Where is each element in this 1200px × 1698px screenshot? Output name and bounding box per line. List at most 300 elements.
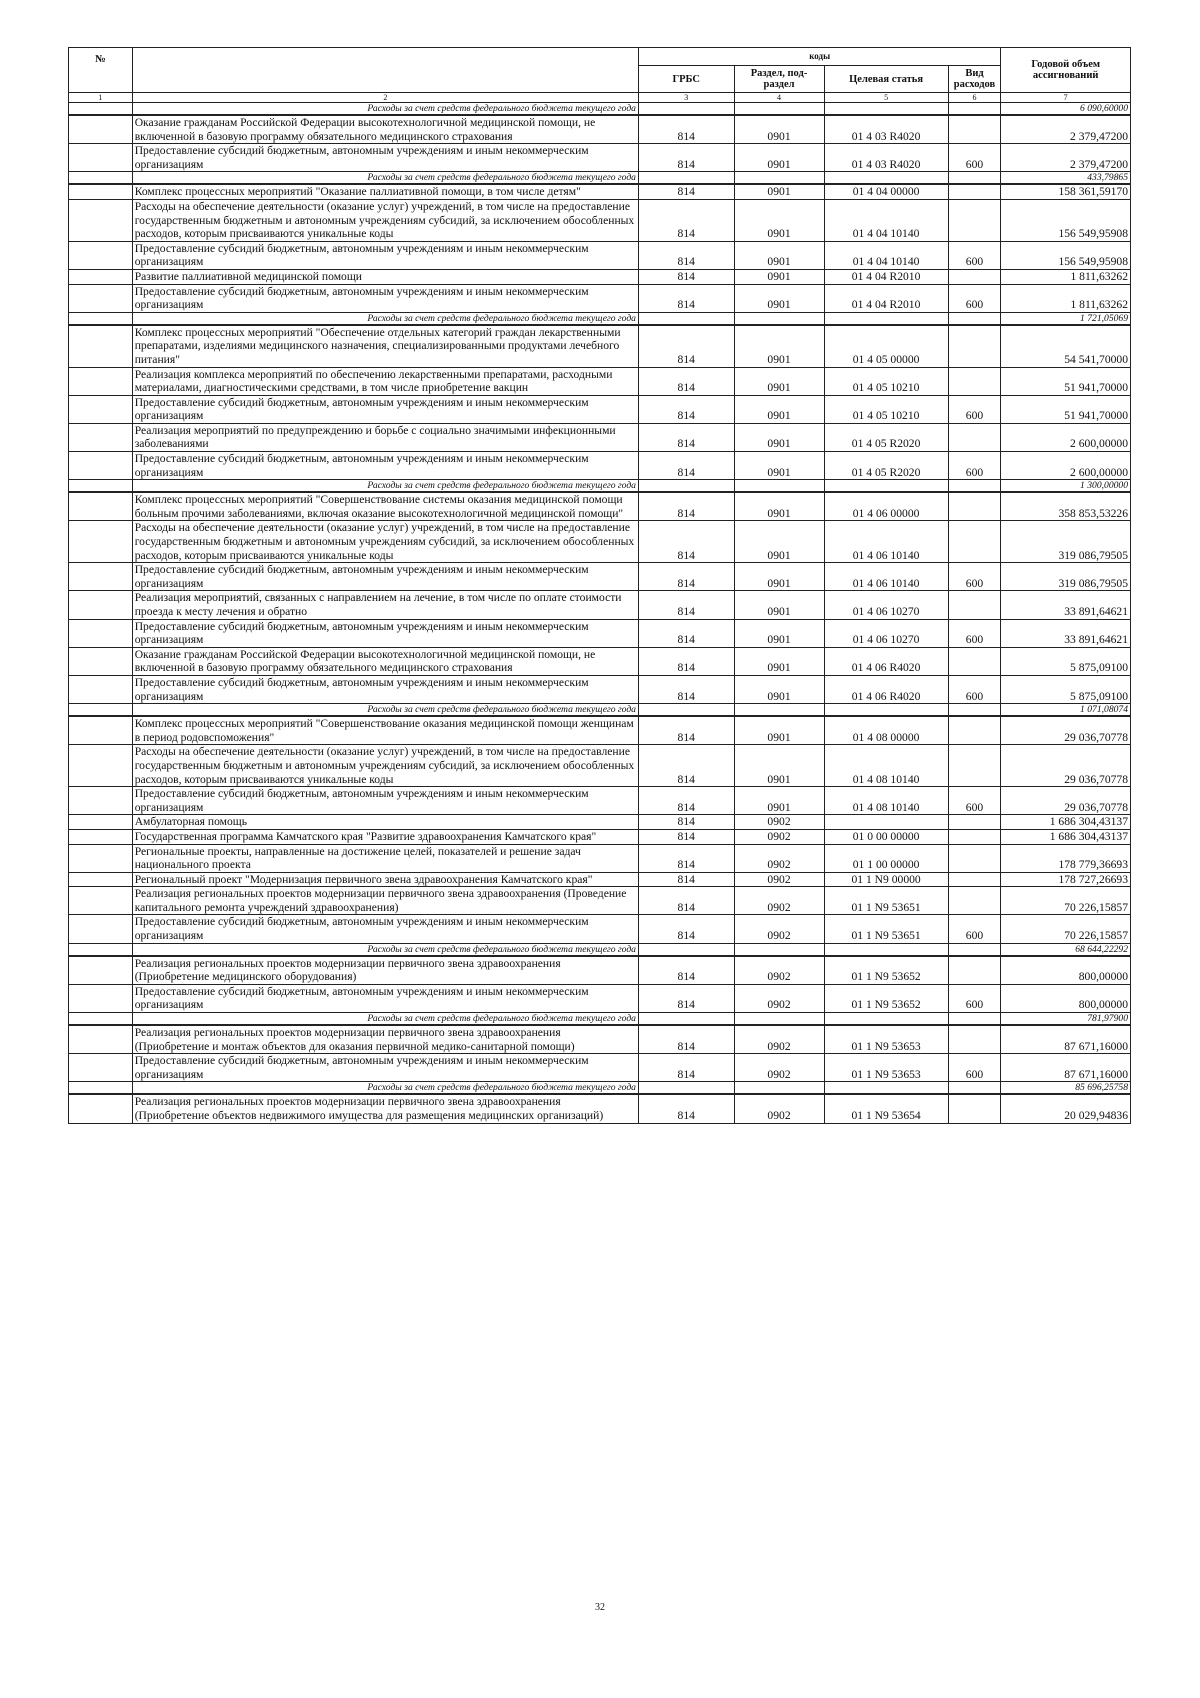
grbs-cell	[638, 172, 734, 185]
num-cell	[69, 452, 133, 480]
num-cell	[69, 395, 133, 423]
allocation-sum: 29 036,70778	[1001, 716, 1131, 745]
razdel-cell	[734, 480, 824, 493]
item-name: Предоставление субсидий бюджетным, автономным учреждениям и иным некоммерческим организациям	[132, 452, 638, 480]
tselevaya-code: 01 4 06 10140	[824, 521, 948, 563]
razdel-code: 0902	[734, 815, 824, 830]
item-name: Расходы на обеспечение деятельности (оказание услуг) учреждений, в том числе на предоставление государственным бюджетным и автономным учреждениям субсидий, за исключением обособленных расходов, которым присваиваются уникальные коды	[132, 521, 638, 563]
allocation-sum: 358 853,53226	[1001, 492, 1131, 521]
grbs-cell	[638, 943, 734, 956]
allocation-sum: 33 891,64621	[1001, 619, 1131, 647]
razdel-code: 0901	[734, 184, 824, 199]
grbs-code: 814	[638, 887, 734, 915]
item-name: Предоставление субсидий бюджетным, автономным учреждениям и иным некоммерческим организациям	[132, 241, 638, 269]
allocation-sum: 1 686 304,43137	[1001, 815, 1131, 830]
header-volume: Годовой объем ассигнований	[1001, 48, 1131, 93]
num-cell	[69, 745, 133, 787]
grbs-cell	[638, 704, 734, 717]
federal-value: 1 721,05069	[1001, 312, 1131, 325]
allocation-sum: 156 549,95908	[1001, 199, 1131, 241]
grbs-code: 814	[638, 563, 734, 591]
table-row	[69, 452, 1131, 480]
tselevaya-code: 01 4 03 R4020	[824, 144, 948, 172]
num-cell	[69, 1082, 133, 1095]
num-cell	[69, 956, 133, 985]
allocation-sum: 178 727,26693	[1001, 872, 1131, 887]
vid-code: 600	[948, 1054, 1001, 1082]
vid-cell	[948, 480, 1001, 493]
razdel-code: 0901	[734, 619, 824, 647]
num-cell	[69, 787, 133, 815]
vid-code	[948, 956, 1001, 985]
allocation-sum: 2 379,47200	[1001, 115, 1131, 144]
allocation-sum: 800,00000	[1001, 984, 1131, 1012]
header-index: 1	[69, 93, 133, 103]
vid-cell	[948, 1082, 1001, 1095]
razdel-cell	[734, 704, 824, 717]
razdel-code: 0901	[734, 423, 824, 451]
razdel-code: 0901	[734, 367, 824, 395]
grbs-code: 814	[638, 1025, 734, 1054]
allocation-sum: 29 036,70778	[1001, 745, 1131, 787]
item-name: Региональный проект "Модернизация первичного звена здравоохранения Камчатского края"	[132, 872, 638, 887]
table-row	[69, 325, 1131, 367]
grbs-code: 814	[638, 269, 734, 284]
table-row	[69, 787, 1131, 815]
num-cell	[69, 704, 133, 717]
grbs-code: 814	[638, 395, 734, 423]
tselevaya-code: 01 1 N9 53651	[824, 915, 948, 943]
razdel-code: 0902	[734, 956, 824, 985]
federal-label: Расходы за счет средств федерального бюджета текущего года	[132, 1013, 638, 1026]
num-cell	[69, 423, 133, 451]
vid-code	[948, 115, 1001, 144]
table-header	[69, 48, 1131, 103]
num-cell	[69, 241, 133, 269]
item-name: Предоставление субсидий бюджетным, автономным учреждениям и иным некоммерческим организациям	[132, 915, 638, 943]
grbs-code: 814	[638, 492, 734, 521]
razdel-code: 0901	[734, 492, 824, 521]
razdel-cell	[734, 312, 824, 325]
grbs-code: 814	[638, 241, 734, 269]
tselevaya-code: 01 4 06 R4020	[824, 675, 948, 703]
num-cell	[69, 872, 133, 887]
vid-code	[948, 1025, 1001, 1054]
table-row	[69, 563, 1131, 591]
razdel-code: 0901	[734, 563, 824, 591]
vid-code: 600	[948, 915, 1001, 943]
table-row	[69, 956, 1131, 985]
razdel-code: 0902	[734, 887, 824, 915]
vid-code	[948, 844, 1001, 872]
header-num: №	[69, 48, 133, 93]
item-name: Предоставление субсидий бюджетным, автономным учреждениям и иным некоммерческим организациям	[132, 144, 638, 172]
header-razdel: Раздел, под-раздел	[734, 66, 824, 93]
vid-cell	[948, 103, 1001, 116]
table-row	[69, 199, 1131, 241]
federal-label: Расходы за счет средств федерального бюджета текущего года	[132, 103, 638, 116]
item-name: Реализация региональных проектов модернизации первичного звена здравоохранения (Проведение капитального ремонта учреждений здравоохранения)	[132, 887, 638, 915]
grbs-code: 814	[638, 452, 734, 480]
razdel-code: 0901	[734, 591, 824, 619]
grbs-cell	[638, 480, 734, 493]
federal-budget-row	[69, 312, 1131, 325]
vid-code	[948, 745, 1001, 787]
num-cell	[69, 1025, 133, 1054]
federal-value: 781,97900	[1001, 1013, 1131, 1026]
header-grbs: ГРБС	[638, 66, 734, 93]
federal-value: 6 090,60000	[1001, 103, 1131, 116]
item-name: Реализация региональных проектов модернизации первичного звена здравоохранения (Приобретение и монтаж объектов для оказания первичной медико-санитарной помощи)	[132, 1025, 638, 1054]
federal-label: Расходы за счет средств федерального бюджета текущего года	[132, 704, 638, 717]
vid-code	[948, 325, 1001, 367]
tselevaya-code: 01 4 06 00000	[824, 492, 948, 521]
allocation-sum: 70 226,15857	[1001, 887, 1131, 915]
allocation-sum: 5 875,09100	[1001, 647, 1131, 675]
tselevaya-code: 01 4 08 00000	[824, 716, 948, 745]
vid-cell	[948, 172, 1001, 185]
item-name: Государственная программа Камчатского края "Развитие здравоохранения Камчатского края"	[132, 829, 638, 844]
num-cell	[69, 815, 133, 830]
item-name: Предоставление субсидий бюджетным, автономным учреждениям и иным некоммерческим организациям	[132, 984, 638, 1012]
num-cell	[69, 1013, 133, 1026]
grbs-code: 814	[638, 423, 734, 451]
tselevaya-code: 01 1 N9 53652	[824, 956, 948, 985]
tselevaya-code: 01 4 05 10210	[824, 367, 948, 395]
header-index: 2	[132, 93, 638, 103]
razdel-code: 0901	[734, 452, 824, 480]
federal-value: 1 071,08074	[1001, 704, 1131, 717]
federal-budget-row	[69, 943, 1131, 956]
tselevaya-code: 01 4 06 10140	[824, 563, 948, 591]
federal-budget-row	[69, 1082, 1131, 1095]
budget-table	[68, 47, 1131, 1124]
item-name: Предоставление субсидий бюджетным, автономным учреждениям и иным некоммерческим организациям	[132, 787, 638, 815]
header-index: 5	[824, 93, 948, 103]
vid-code: 600	[948, 284, 1001, 312]
num-cell	[69, 367, 133, 395]
grbs-code: 814	[638, 915, 734, 943]
header-vid: Вид расходов	[948, 66, 1001, 93]
vid-code	[948, 647, 1001, 675]
num-cell	[69, 115, 133, 144]
table-row	[69, 521, 1131, 563]
tselevaya-code	[824, 815, 948, 830]
vid-cell	[948, 943, 1001, 956]
table-row	[69, 144, 1131, 172]
grbs-cell	[638, 1013, 734, 1026]
vid-code	[948, 367, 1001, 395]
item-name: Расходы на обеспечение деятельности (оказание услуг) учреждений, в том числе на предоставление государственным бюджетным и автономным учреждениям субсидий, за исключением обособленных расходов, которым присваиваются уникальные коды	[132, 199, 638, 241]
vid-code	[948, 269, 1001, 284]
num-cell	[69, 325, 133, 367]
razdel-code: 0902	[734, 1094, 824, 1123]
tselevaya-code: 01 1 N9 00000	[824, 872, 948, 887]
razdel-code: 0901	[734, 199, 824, 241]
item-name: Оказание гражданам Российской Федерации высокотехнологичной медицинской помощи, не включенной в базовую программу обязательного медицинского страхования	[132, 115, 638, 144]
header-index: 6	[948, 93, 1001, 103]
grbs-code: 814	[638, 284, 734, 312]
num-cell	[69, 492, 133, 521]
razdel-code: 0901	[734, 241, 824, 269]
table-row	[69, 184, 1131, 199]
vid-code: 600	[948, 984, 1001, 1012]
tselevaya-cell	[824, 312, 948, 325]
table-row	[69, 829, 1131, 844]
federal-budget-row	[69, 103, 1131, 116]
allocation-sum: 2 600,00000	[1001, 452, 1131, 480]
razdel-code: 0901	[734, 144, 824, 172]
grbs-code: 814	[638, 367, 734, 395]
razdel-cell	[734, 1013, 824, 1026]
table-row	[69, 241, 1131, 269]
item-name: Комплекс процессных мероприятий "Совершенствование оказания медицинской помощи женщинам в период родовспоможения"	[132, 716, 638, 745]
allocation-sum: 20 029,94836	[1001, 1094, 1131, 1123]
tselevaya-code: 01 4 08 10140	[824, 787, 948, 815]
razdel-code: 0902	[734, 844, 824, 872]
num-cell	[69, 269, 133, 284]
num-cell	[69, 1054, 133, 1082]
grbs-code: 814	[638, 619, 734, 647]
tselevaya-code: 01 4 04 00000	[824, 184, 948, 199]
item-name: Реализация региональных проектов модернизации первичного звена здравоохранения (Приобретение объектов недвижимого имущества для размещения медицинских организаций)	[132, 1094, 638, 1123]
header-name	[132, 48, 638, 93]
item-name: Предоставление субсидий бюджетным, автономным учреждениям и иным некоммерческим организациям	[132, 563, 638, 591]
tselevaya-code: 01 1 N9 53651	[824, 887, 948, 915]
razdel-code: 0901	[734, 325, 824, 367]
grbs-code: 814	[638, 199, 734, 241]
table-row	[69, 423, 1131, 451]
razdel-code: 0902	[734, 915, 824, 943]
item-name: Развитие паллиативной медицинской помощи	[132, 269, 638, 284]
num-cell	[69, 103, 133, 116]
tselevaya-code: 01 4 04 10140	[824, 241, 948, 269]
num-cell	[69, 184, 133, 199]
table-row	[69, 745, 1131, 787]
razdel-code: 0902	[734, 829, 824, 844]
tselevaya-code: 01 4 06 R4020	[824, 647, 948, 675]
razdel-code: 0902	[734, 1054, 824, 1082]
item-name: Предоставление субсидий бюджетным, автономным учреждениям и иным некоммерческим организациям	[132, 675, 638, 703]
grbs-code: 814	[638, 115, 734, 144]
vid-code: 600	[948, 675, 1001, 703]
allocation-sum: 70 226,15857	[1001, 915, 1131, 943]
num-cell	[69, 943, 133, 956]
item-name: Предоставление субсидий бюджетным, автономным учреждениям и иным некоммерческим организациям	[132, 284, 638, 312]
razdel-code: 0901	[734, 647, 824, 675]
federal-value: 433,79865	[1001, 172, 1131, 185]
vid-code	[948, 829, 1001, 844]
table-row	[69, 492, 1131, 521]
table-row	[69, 844, 1131, 872]
item-name: Предоставление субсидий бюджетным, автономным учреждениям и иным некоммерческим организациям	[132, 1054, 638, 1082]
grbs-code: 814	[638, 591, 734, 619]
item-name: Реализация региональных проектов модернизации первичного звена здравоохранения (Приобретение медицинского оборудования)	[132, 956, 638, 985]
allocation-sum: 51 941,70000	[1001, 367, 1131, 395]
num-cell	[69, 716, 133, 745]
grbs-code: 814	[638, 647, 734, 675]
federal-label: Расходы за счет средств федерального бюджета текущего года	[132, 312, 638, 325]
num-cell	[69, 312, 133, 325]
num-cell	[69, 284, 133, 312]
grbs-code: 814	[638, 1094, 734, 1123]
tselevaya-cell	[824, 480, 948, 493]
item-name: Реализация мероприятий, связанных с направлением на лечение, в том числе по оплате стоимости проезда к месту лечения и обратно	[132, 591, 638, 619]
allocation-sum: 29 036,70778	[1001, 787, 1131, 815]
table-row	[69, 284, 1131, 312]
vid-code	[948, 492, 1001, 521]
header-index: 4	[734, 93, 824, 103]
tselevaya-code: 01 4 04 10140	[824, 199, 948, 241]
vid-code	[948, 872, 1001, 887]
vid-code: 600	[948, 144, 1001, 172]
tselevaya-code: 01 0 00 00000	[824, 829, 948, 844]
item-name: Комплекс процессных мероприятий "Совершенствование системы оказания медицинской помощи больным прочими заболеваниями, включая оказание высокотехнологичной медицинской помощи"	[132, 492, 638, 521]
vid-code	[948, 521, 1001, 563]
table-row	[69, 915, 1131, 943]
item-name: Предоставление субсидий бюджетным, автономным учреждениям и иным некоммерческим организациям	[132, 619, 638, 647]
allocation-sum: 2 600,00000	[1001, 423, 1131, 451]
grbs-cell	[638, 312, 734, 325]
tselevaya-code: 01 4 04 R2010	[824, 284, 948, 312]
tselevaya-code: 01 4 03 R4020	[824, 115, 948, 144]
razdel-code: 0902	[734, 872, 824, 887]
grbs-code: 814	[638, 144, 734, 172]
table-row	[69, 269, 1131, 284]
federal-budget-row	[69, 172, 1131, 185]
item-name: Региональные проекты, направленные на достижение целей, показателей и решение задач национального проекта	[132, 844, 638, 872]
razdel-code: 0901	[734, 675, 824, 703]
tselevaya-code: 01 4 05 R2020	[824, 423, 948, 451]
item-name: Комплекс процессных мероприятий "Обеспечение отдельных категорий граждан лекарственными препаратами, изделиями медицинского назначения, специализированными продуктами лечебного питания"	[132, 325, 638, 367]
tselevaya-cell	[824, 103, 948, 116]
num-cell	[69, 675, 133, 703]
item-name: Реализация мероприятий по предупреждению и борьбе с социально значимыми инфекционными заболеваниями	[132, 423, 638, 451]
grbs-code: 814	[638, 787, 734, 815]
table-body	[69, 103, 1131, 1124]
federal-value: 68 644,22292	[1001, 943, 1131, 956]
allocation-sum: 1 811,63262	[1001, 269, 1131, 284]
razdel-cell	[734, 1082, 824, 1095]
tselevaya-code: 01 4 05 00000	[824, 325, 948, 367]
num-cell	[69, 144, 133, 172]
vid-cell	[948, 312, 1001, 325]
vid-code: 600	[948, 395, 1001, 423]
table-row	[69, 115, 1131, 144]
num-cell	[69, 915, 133, 943]
allocation-sum: 156 549,95908	[1001, 241, 1131, 269]
tselevaya-code: 01 1 00 00000	[824, 844, 948, 872]
razdel-code: 0901	[734, 395, 824, 423]
page-number: 32	[595, 1602, 605, 1613]
allocation-sum: 87 671,16000	[1001, 1054, 1131, 1082]
table-row	[69, 872, 1131, 887]
razdel-code: 0901	[734, 115, 824, 144]
grbs-code: 814	[638, 325, 734, 367]
num-cell	[69, 619, 133, 647]
grbs-code: 814	[638, 675, 734, 703]
num-cell	[69, 844, 133, 872]
razdel-code: 0901	[734, 787, 824, 815]
vid-code	[948, 716, 1001, 745]
federal-budget-row	[69, 480, 1131, 493]
grbs-code: 814	[638, 984, 734, 1012]
tselevaya-code: 01 1 N9 53654	[824, 1094, 948, 1123]
vid-code	[948, 887, 1001, 915]
grbs-code: 814	[638, 815, 734, 830]
federal-label: Расходы за счет средств федерального бюджета текущего года	[132, 172, 638, 185]
vid-code: 600	[948, 563, 1001, 591]
tselevaya-cell	[824, 704, 948, 717]
razdel-code: 0901	[734, 284, 824, 312]
table-row	[69, 984, 1131, 1012]
header-index-row	[69, 93, 1131, 103]
tselevaya-code: 01 4 06 10270	[824, 619, 948, 647]
vid-code: 600	[948, 452, 1001, 480]
table-row	[69, 395, 1131, 423]
tselevaya-cell	[824, 943, 948, 956]
table-row	[69, 887, 1131, 915]
tselevaya-code: 01 4 04 R2010	[824, 269, 948, 284]
razdel-code: 0902	[734, 984, 824, 1012]
allocation-sum: 1 686 304,43137	[1001, 829, 1131, 844]
razdel-code: 0901	[734, 269, 824, 284]
num-cell	[69, 829, 133, 844]
allocation-sum: 54 541,70000	[1001, 325, 1131, 367]
allocation-sum: 1 811,63262	[1001, 284, 1131, 312]
table-row	[69, 367, 1131, 395]
grbs-code: 814	[638, 184, 734, 199]
num-cell	[69, 1094, 133, 1123]
table-row	[69, 716, 1131, 745]
item-name: Оказание гражданам Российской Федерации высокотехнологичной медицинской помощи, не включенной в базовую программу обязательного медицинского страхования	[132, 647, 638, 675]
grbs-cell	[638, 1082, 734, 1095]
item-name: Расходы на обеспечение деятельности (оказание услуг) учреждений, в том числе на предоставление государственным бюджетным и автономным учреждениям субсидий, за исключением обособленных расходов, которым присваиваются уникальные коды	[132, 745, 638, 787]
header-codes: коды	[638, 48, 1000, 66]
vid-code	[948, 591, 1001, 619]
num-cell	[69, 887, 133, 915]
federal-value: 85 696,25758	[1001, 1082, 1131, 1095]
grbs-code: 814	[638, 872, 734, 887]
item-name: Предоставление субсидий бюджетным, автономным учреждениям и иным некоммерческим организациям	[132, 395, 638, 423]
allocation-sum: 51 941,70000	[1001, 395, 1131, 423]
table-row	[69, 647, 1131, 675]
tselevaya-code: 01 4 05 10210	[824, 395, 948, 423]
federal-label: Расходы за счет средств федерального бюджета текущего года	[132, 480, 638, 493]
vid-cell	[948, 1013, 1001, 1026]
num-cell	[69, 563, 133, 591]
allocation-sum: 319 086,79505	[1001, 521, 1131, 563]
tselevaya-code: 01 4 08 10140	[824, 745, 948, 787]
razdel-cell	[734, 103, 824, 116]
federal-label: Расходы за счет средств федерального бюджета текущего года	[132, 943, 638, 956]
tselevaya-code: 01 4 06 10270	[824, 591, 948, 619]
tselevaya-cell	[824, 1082, 948, 1095]
item-name: Амбулаторная помощь	[132, 815, 638, 830]
grbs-code: 814	[638, 745, 734, 787]
federal-budget-row	[69, 1013, 1131, 1026]
num-cell	[69, 521, 133, 563]
num-cell	[69, 480, 133, 493]
grbs-cell	[638, 103, 734, 116]
razdel-code: 0901	[734, 521, 824, 563]
vid-code: 600	[948, 241, 1001, 269]
grbs-code: 814	[638, 829, 734, 844]
allocation-sum: 800,00000	[1001, 956, 1131, 985]
tselevaya-code: 01 1 N9 53653	[824, 1025, 948, 1054]
table-row	[69, 1025, 1131, 1054]
table-row	[69, 675, 1131, 703]
